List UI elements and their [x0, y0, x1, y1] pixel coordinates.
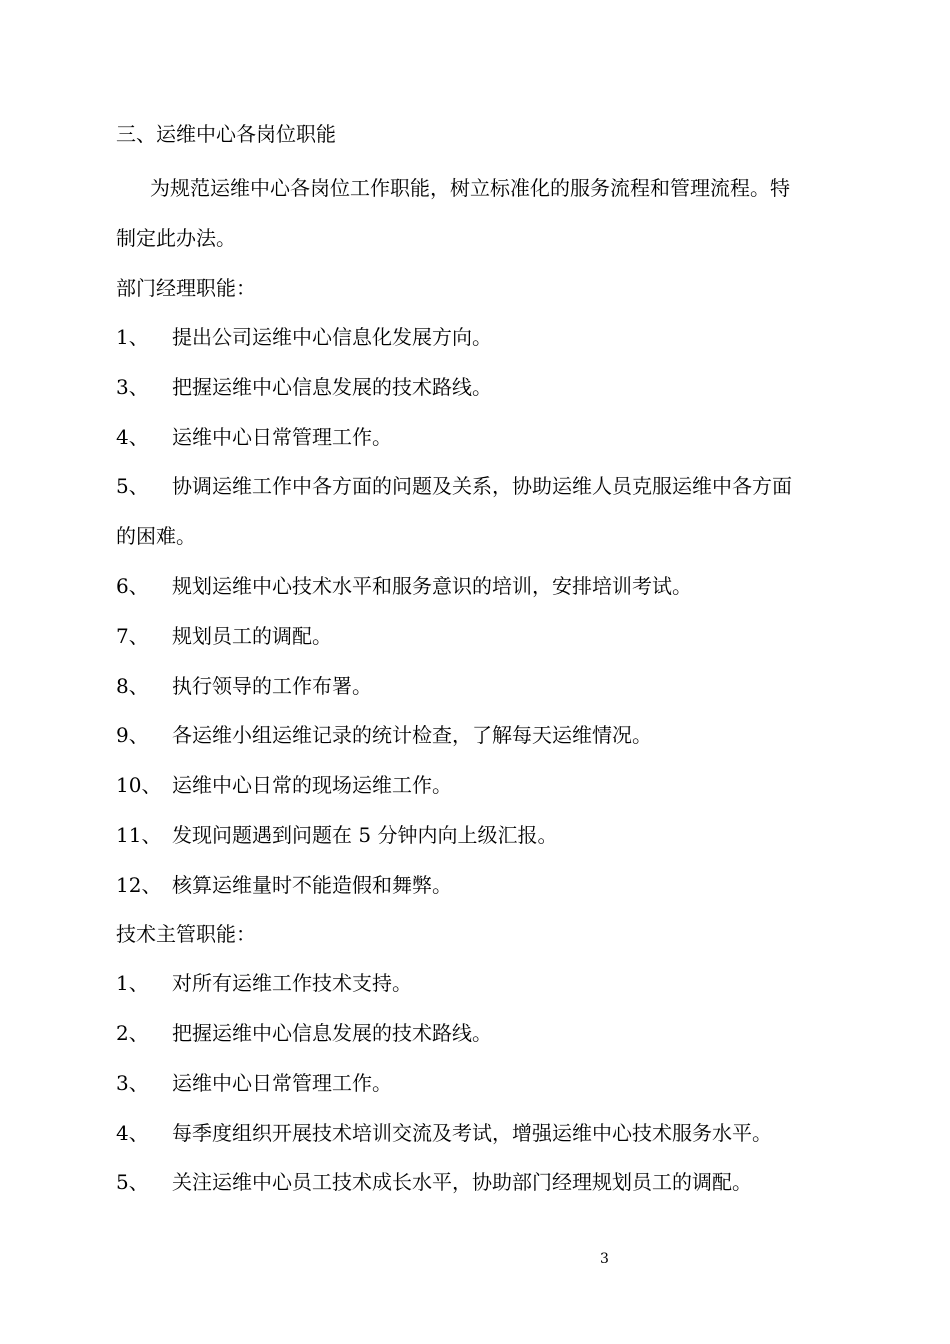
item-text: 执行领导的工作布署。 — [172, 674, 372, 698]
manager-item — [116, 823, 557, 847]
manager-item — [116, 474, 792, 498]
item-number: 5、 — [116, 1170, 149, 1194]
item-text: 关注运维中心员工技术成长水平，协助部门经理规划员工的调配。 — [172, 1170, 752, 1194]
manager-item — [116, 873, 452, 897]
manager-item — [116, 425, 392, 449]
item-number: 2、 — [116, 1021, 149, 1045]
item-number: 4、 — [116, 425, 149, 449]
tech-lead-item — [116, 1170, 752, 1194]
item-text: 各运维小组运维记录的统计检查，了解每天运维情况。 — [172, 723, 652, 747]
item-text: 规划员工的调配。 — [172, 624, 332, 648]
tech-lead-item — [116, 1121, 772, 1145]
page-number: 3 — [600, 1251, 609, 1267]
manager-item — [116, 375, 492, 399]
tech-lead-heading: 技术主管职能： — [116, 922, 256, 946]
intro-line-2: 制定此办法。 — [116, 226, 236, 250]
item-text: 协调运维工作中各方面的问题及关系，协助运维人员克服运维中各方面 — [172, 474, 792, 498]
item-text: 发现问题遇到问题在 5 分钟内向上级汇报。 — [172, 823, 558, 847]
item-number: 5、 — [116, 474, 149, 498]
tech-lead-item — [116, 1071, 392, 1095]
item-text: 运维中心日常管理工作。 — [172, 425, 392, 449]
item-text: 对所有运维工作技术支持。 — [172, 971, 412, 995]
tech-lead-item — [116, 1021, 492, 1045]
item-number: 3、 — [116, 375, 149, 399]
manager-item — [116, 574, 692, 598]
item-text: 把握运维中心信息发展的技术路线。 — [172, 375, 492, 399]
item-number: 1、 — [116, 325, 149, 349]
item-number: 10、 — [116, 773, 162, 797]
item-number: 12、 — [116, 873, 162, 897]
manager-heading: 部门经理职能： — [116, 276, 256, 300]
item-text: 运维中心日常的现场运维工作。 — [172, 773, 452, 797]
section-title: 三、运维中心各岗位职能 — [116, 122, 336, 146]
manager-item — [116, 674, 372, 698]
item-text: 提出公司运维中心信息化发展方向。 — [172, 325, 492, 349]
item-number: 7、 — [116, 624, 149, 648]
manager-item-continuation: 的困难。 — [116, 524, 196, 548]
manager-item — [116, 773, 452, 797]
item-number: 3、 — [116, 1071, 149, 1095]
tech-lead-item — [116, 971, 412, 995]
manager-item — [116, 325, 492, 349]
item-text: 运维中心日常管理工作。 — [172, 1071, 392, 1095]
item-number: 1、 — [116, 971, 149, 995]
item-text: 规划运维中心技术水平和服务意识的培训，安排培训考试。 — [172, 574, 692, 598]
item-number: 9、 — [116, 723, 149, 747]
item-number: 6、 — [116, 574, 149, 598]
manager-item — [116, 624, 332, 648]
item-number: 11、 — [116, 823, 162, 847]
item-text: 把握运维中心信息发展的技术路线。 — [172, 1021, 492, 1045]
item-text: 每季度组织开展技术培训交流及考试，增强运维中心技术服务水平。 — [172, 1121, 772, 1145]
item-number: 8、 — [116, 674, 149, 698]
manager-item — [116, 723, 652, 747]
item-number: 4、 — [116, 1121, 149, 1145]
intro-line-1: 为规范运维中心各岗位工作职能，树立标准化的服务流程和管理流程。特 — [150, 176, 790, 200]
item-text: 核算运维量时不能造假和舞弊。 — [172, 873, 452, 897]
